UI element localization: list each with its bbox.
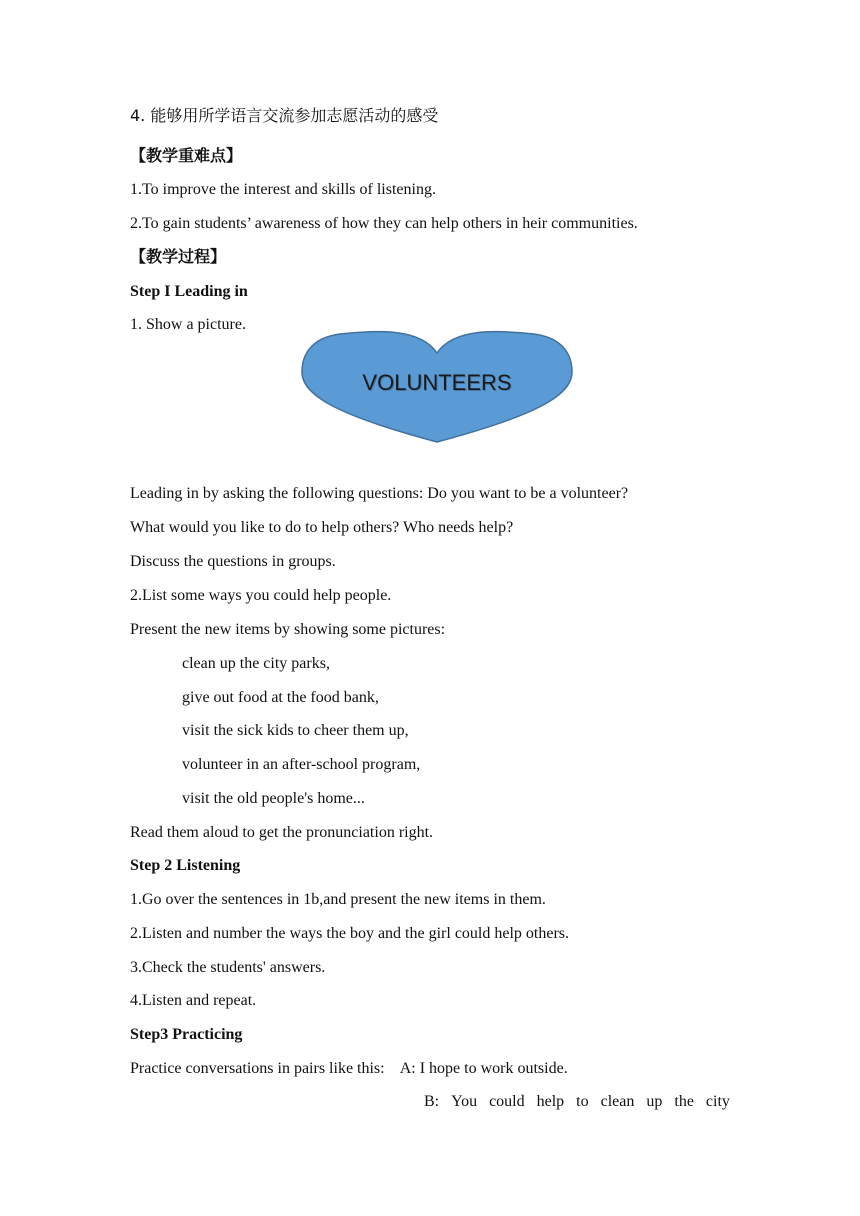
key-point-1: 1.To improve the interest and skills of listening. bbox=[130, 181, 436, 198]
step3-heading: Step3 Practicing bbox=[130, 1026, 243, 1043]
answer-word: up bbox=[646, 1093, 663, 1110]
list-ways-line: 2.List some ways you could help people. bbox=[130, 587, 392, 604]
step2-heading: Step 2 Listening bbox=[130, 857, 241, 874]
key-points-heading: 【教学重难点】 bbox=[130, 146, 243, 165]
process-heading: 【教学过程】 bbox=[130, 247, 227, 266]
key-point-2: 2.To gain students’ awareness of how they can help others in heir communities. bbox=[130, 215, 638, 232]
answer-word: You bbox=[451, 1093, 478, 1110]
item-line: visit the old people's home... bbox=[182, 790, 365, 807]
answer-word: could bbox=[489, 1093, 525, 1110]
answer-word: B: bbox=[424, 1093, 440, 1110]
leading-question-2: What would you like to do to help others? Who needs help? bbox=[130, 519, 514, 536]
answer-b-line bbox=[424, 1092, 730, 1112]
present-items-line: Present the new items by showing some pictures: bbox=[130, 621, 446, 638]
step1-heading: Step I Leading in bbox=[130, 283, 248, 300]
step2-item-2: 2.Listen and number the ways the boy and the girl could help others. bbox=[130, 925, 570, 942]
practice-line: Practice conversations in pairs like this: A: I hope to work outside. bbox=[130, 1060, 568, 1077]
item-line: give out food at the food bank, bbox=[182, 689, 379, 706]
heart-label: VOLUNTEERS bbox=[362, 370, 512, 395]
answer-word: to bbox=[576, 1093, 589, 1110]
answer-word: city bbox=[705, 1093, 730, 1110]
answer-word: the bbox=[674, 1093, 694, 1110]
answer-word: clean bbox=[600, 1093, 635, 1110]
show-picture: 1. Show a picture. bbox=[130, 316, 246, 333]
item-line: clean up the city parks, bbox=[182, 655, 330, 672]
goal-4: 4. 能够用所学语言交流参加志愿活动的感受 bbox=[130, 106, 439, 125]
volunteers-heart-picture bbox=[300, 326, 574, 444]
read-aloud-line: Read them aloud to get the pronunciation right. bbox=[130, 824, 434, 841]
answer-word: help bbox=[536, 1093, 565, 1110]
item-line: visit the sick kids to cheer them up, bbox=[182, 722, 409, 739]
step2-item-1: 1.Go over the sentences in 1b,and present the new items in them. bbox=[130, 891, 546, 908]
discuss-line: Discuss the questions in groups. bbox=[130, 553, 336, 570]
leading-question-1: Leading in by asking the following questions: Do you want to be a volunteer? bbox=[130, 485, 629, 502]
step2-item-4: 4.Listen and repeat. bbox=[130, 992, 257, 1009]
step2-item-3: 3.Check the students' answers. bbox=[130, 959, 326, 976]
item-line: volunteer in an after-school program, bbox=[182, 756, 421, 773]
